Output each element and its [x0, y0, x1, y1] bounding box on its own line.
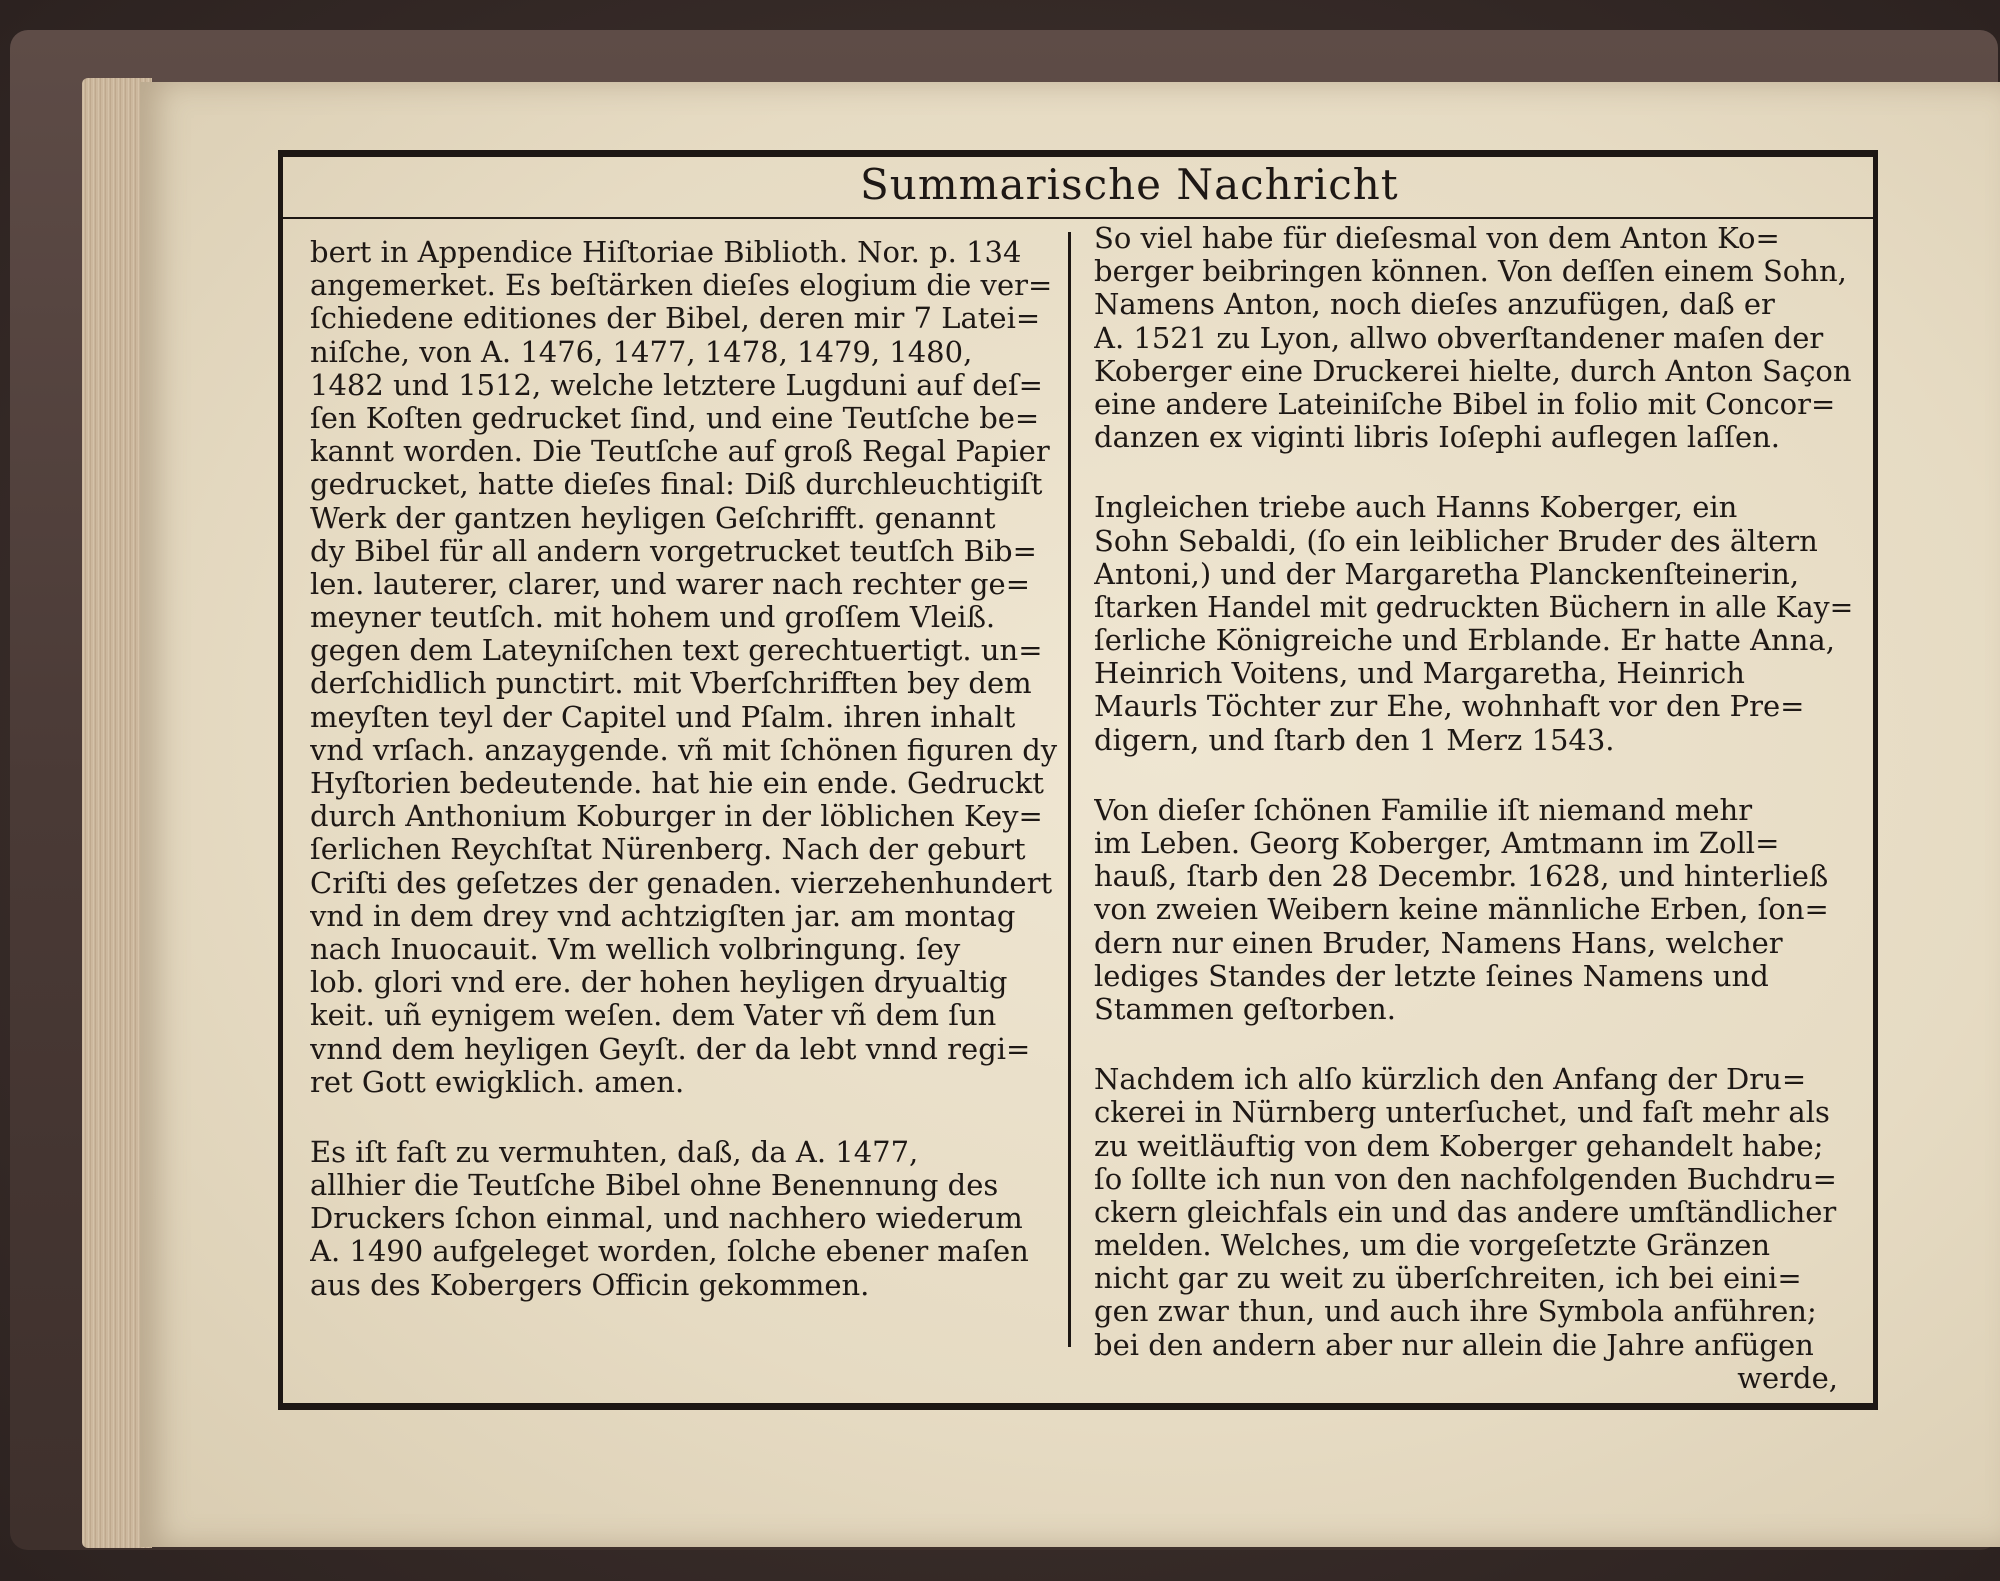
text-line: im Leben. Georg Koberger, Amtmann im Zoll=	[1094, 827, 1780, 860]
header-rule	[278, 217, 1878, 219]
text-line: durch Anthonium Koburger in der löblichen Key=	[310, 800, 1043, 834]
text-line: berger beibringen können. Von deſſen einem Sohn,	[1094, 255, 1847, 289]
text-line: Antoni,) und der Margaretha Planckenſteinerin,	[1094, 557, 1800, 591]
text-line: Koberger eine Druckerei hielte, durch Anton Saçon	[1094, 354, 1852, 388]
text-line: aus des Kobergers Officin gekommen.	[310, 1268, 870, 1302]
text-line: Maurls Töchter zur Ehe, wohnhaft vor den Pre=	[1094, 690, 1805, 724]
text-line: len. lauterer, clarer, und warer nach rechter ge=	[310, 567, 1031, 601]
text-line: ſerliche Königreiche und Erblande. Er hatte Anna,	[1094, 624, 1835, 658]
running-head: Summarische Nachricht	[860, 160, 1399, 209]
text-line: derſchidlich punctirt. mit Vberſchrifften bey dem	[310, 667, 1032, 701]
text-line: kannt worden. Die Teutſche auf groß Regal Papier	[310, 435, 1050, 469]
text-line: gegen dem Lateyniſchen text gerechtuertigt. un=	[310, 634, 1043, 668]
text-line: ckern gleichfals ein und das andere umſtändlicher	[1094, 1195, 1837, 1229]
text-line: lediges Standes der letzte ſeines Namens und	[1094, 959, 1769, 993]
text-line: ret Gott ewigklich. amen.	[310, 1065, 685, 1099]
text-line: keit. uñ eynigem weſen. dem Vater vñ dem ſun	[310, 999, 997, 1033]
text-line: lob. glori vnd ere. der hohen heyligen dryualtig	[310, 966, 1008, 1000]
text-line: Heinrich Voitens, und Margaretha, Heinrich	[1094, 657, 1745, 691]
text-line: bert in Appendice Hiſtoriae Biblioth. Nor. p. 134	[310, 236, 1022, 269]
text-line: Es iſt faſt zu vermuhten, daß, da A. 1477,	[310, 1135, 919, 1169]
text-line: danzen ex viginti libris Ioſephi auflegen laſſen.	[1094, 421, 1781, 455]
text-line: eine andere Lateiniſche Bibel in folio mit Concor=	[1094, 387, 1836, 421]
text-line: dern nur einen Bruder, Namens Hans, welcher	[1094, 926, 1783, 960]
text-line: zu weitläuftig von dem Koberger gehandelt habe;	[1094, 1129, 1824, 1163]
text-line: niſche, von A. 1476, 1477, 1478, 1479, 1480,	[310, 335, 973, 369]
text-line: Sohn Sebaldi, (ſo ein leiblicher Bruder des ältern	[1094, 524, 1818, 558]
text-line: ſen Koſten gedrucket ſind, und eine Teutſche be=	[310, 401, 1040, 435]
text-line: melden. Welches, um die vorgeſetzte Gränzen	[1094, 1229, 1771, 1263]
text-line: angemerket. Es beſtärken dieſes elogium die ver=	[310, 269, 1053, 303]
text-line: Stammen geſtorben.	[1094, 992, 1396, 1026]
text-line: ſchiedene editiones der Bibel, deren mir 7 Latei=	[310, 302, 1041, 336]
text-line: A. 1490 aufgeleget worden, ſolche ebener maſen	[310, 1235, 1029, 1269]
text-line: ckerei in Nürnberg unterſuchet, und faſt mehr als	[1094, 1096, 1830, 1130]
paragraph-gap	[1094, 757, 1854, 794]
text-line: dy Bibel für all andern vorgetrucket teutſch Bib=	[310, 534, 1037, 568]
text-line: hauß, ſtarb den 28 Decembr. 1628, und hinterließ	[1094, 860, 1829, 894]
text-line: meyſten teyl der Capitel und Pſalm. ihren inhalt	[310, 700, 1016, 734]
text-line: Criſti des geſetzes der genaden. vierzehenhundert	[310, 866, 1053, 900]
right-column	[1094, 222, 1854, 1395]
text-line: vnd vrſach. anzaygende. vñ mit ſchönen figuren dy	[310, 733, 1058, 767]
text-line: bei den andern aber nur allein die Jahre anfügen	[1094, 1328, 1814, 1362]
text-line: Ingleichen triebe auch Hanns Koberger, ein	[1094, 491, 1738, 525]
text-line: Nachdem ich alſo kürzlich den Anfang der Dru=	[1094, 1063, 1807, 1097]
left-column	[310, 236, 1060, 1302]
text-line: vnnd dem heyligen Geyſt. der da lebt vnnd regi=	[310, 1032, 1031, 1066]
text-line: gen zwar thun, und auch ihre Symbola anführen;	[1094, 1295, 1817, 1329]
text-line: ſo ſollte ich nun von den nachfolgenden Buchdru=	[1094, 1162, 1837, 1196]
text-line: Namens Anton, noch dieſes anzufügen, daß er	[1094, 288, 1775, 322]
text-line: vnd in dem drey vnd achtzigſten jar. am montag	[310, 899, 1016, 933]
text-line: nicht gar zu weit zu überſchreiten, ich bei eini=	[1094, 1262, 1802, 1296]
text-line: Druckers ſchon einmal, und nachhero wiederum	[310, 1202, 1023, 1236]
paragraph-gap	[310, 1099, 1060, 1136]
text-line: nach Inuocauit. Vm wellich volbringung. ſey	[310, 932, 961, 966]
text-line: meyner teutſch. mit hohem und groſſem Vleiß.	[310, 601, 996, 635]
text-line: 1482 und 1512, welche letztere Lugduni auf deſ=	[310, 368, 1043, 402]
text-line: allhier die Teutſche Bibel ohne Benennung des	[310, 1169, 999, 1203]
text-line: Werk der gantzen heyligen Geſchrifft. genannt	[310, 501, 996, 535]
paragraph-gap	[1094, 1026, 1854, 1063]
column-divider	[1068, 232, 1071, 1347]
text-line: digern, und ſtarb den 1 Merz 1543.	[1094, 723, 1615, 757]
text-line: A. 1521 zu Lyon, allwo obverſtandener maſen der	[1094, 321, 1824, 355]
text-line: werde,	[1737, 1361, 1838, 1395]
text-line: gedrucket, hatte dieſes final: Diß durchleuchtigiſt	[310, 468, 1043, 502]
text-line: Hyſtorien bedeutende. hat hie ein ende. Gedruckt	[310, 767, 1044, 800]
text-line: ſerlichen Reychſtat Nürenberg. Nach der geburt	[310, 833, 1026, 867]
text-line: Von dieſer ſchönen Familie iſt niemand mehr	[1094, 793, 1753, 827]
text-line: von zweien Weibern keine männliche Erben, ſon=	[1094, 893, 1829, 927]
text-line: So viel habe für dieſesmal von dem Anton Ko=	[1094, 222, 1780, 255]
paragraph-gap	[1094, 454, 1854, 491]
text-line: ſtarken Handel mit gedruckten Büchern in alle Kay=	[1094, 590, 1854, 624]
